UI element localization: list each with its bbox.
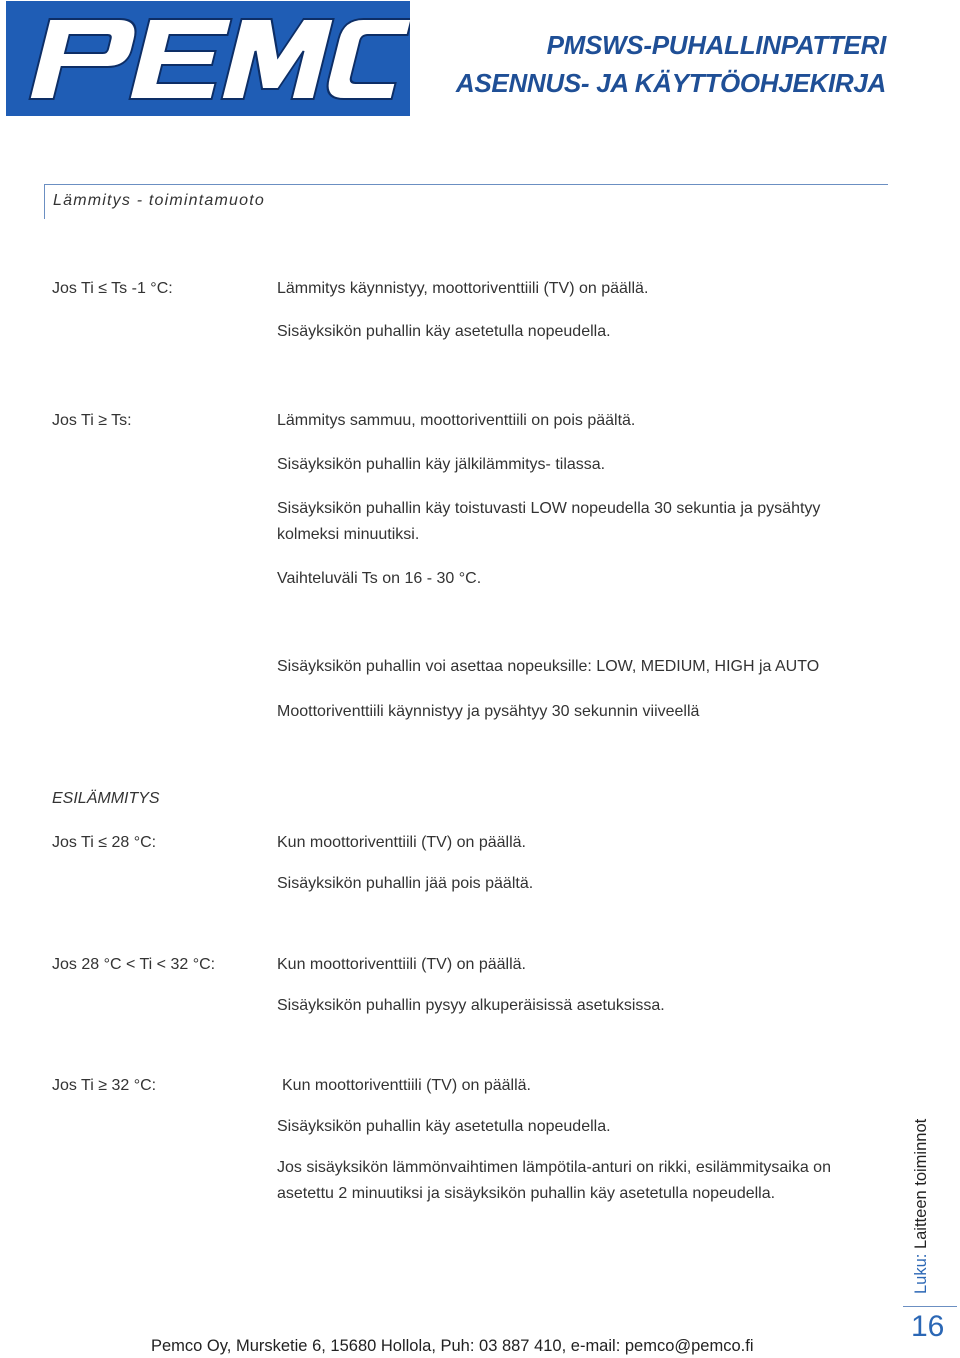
chapter-label (912, 1119, 931, 1294)
description-text: Lämmitys sammuu, moottoriventtiili on pois päältä. (277, 412, 636, 429)
description-text: Lämmitys käynnistyy, moottoriventtiili (TV) on päällä. (277, 280, 649, 297)
footer-address: Pemco Oy, Mursketie 6, 15680 Hollola, Puh: 03 887 410, e-mail: pemco@pemco.fi (151, 1337, 754, 1355)
title-line-1: PMSWS-PUHALLINPATTERI (546, 30, 886, 60)
condition-label: Jos 28 °C < Ti < 32 °C: (52, 956, 216, 973)
page-number: 16 (911, 1310, 945, 1343)
condition-label: Jos Ti ≤ 28 °C: (52, 834, 157, 851)
description-text: Jos sisäyksikön lämmönvaihtimen lämpötila-anturi on rikki, esilämmitysaika on asetettu 2 minuutiksi ja sisäyksikön puhallin käy asetetulla nopeudella. (277, 1159, 831, 1202)
description-text: Kun moottoriventtiili (TV) on päällä. (282, 1077, 531, 1094)
description-text: Sisäyksikön puhallin käy asetetulla nopeudella. (277, 1118, 611, 1135)
pemco-logo-graphic (6, 1, 410, 116)
section-heading-box (44, 184, 888, 219)
note-text: Moottoriventtiili käynnistyy ja pysähtyy 30 sekunnin viiveellä (277, 703, 700, 720)
description-text: Sisäyksikön puhallin käy jälkilämmitys- tilassa. (277, 456, 606, 473)
document-title (456, 26, 886, 102)
chapter-prefix: Luku: (912, 1253, 930, 1294)
description-text: Kun moottoriventtiili (TV) on päällä. (277, 956, 526, 973)
condition-label: Jos Ti ≥ Ts: (52, 412, 132, 429)
section-heading: Lämmitys - toimintamuoto (53, 192, 265, 209)
page-divider (903, 1306, 957, 1307)
subsection-heading: ESILÄMMITYS (52, 790, 160, 807)
description-text: Vaihteluväli Ts on 16 - 30 °C. (277, 570, 482, 587)
description-text: Kun moottoriventtiili (TV) on päällä. (277, 834, 526, 851)
description-text: Sisäyksikön puhallin jää pois päältä. (277, 875, 534, 892)
note-text: Sisäyksikön puhallin voi asettaa nopeuksille: LOW, MEDIUM, HIGH ja AUTO (277, 658, 820, 675)
condition-label: Jos Ti ≤ Ts -1 °C: (52, 280, 173, 297)
condition-label: Jos Ti ≥ 32 °C: (52, 1077, 157, 1094)
chapter-name: Laitteen toiminnot (912, 1118, 930, 1254)
pemco-logo (6, 1, 410, 116)
title-line-2: ASENNUS- JA KÄYTTÖOHJEKIRJA (455, 68, 886, 98)
description-text: Sisäyksikön puhallin pysyy alkuperäisissä asetuksissa. (277, 997, 665, 1014)
description-text: Sisäyksikön puhallin käy toistuvasti LOW nopeudella 30 sekuntia ja pysähtyy kolmeksi minuutiksi. (277, 500, 821, 543)
description-text: Sisäyksikön puhallin käy asetetulla nopeudella. (277, 323, 611, 340)
